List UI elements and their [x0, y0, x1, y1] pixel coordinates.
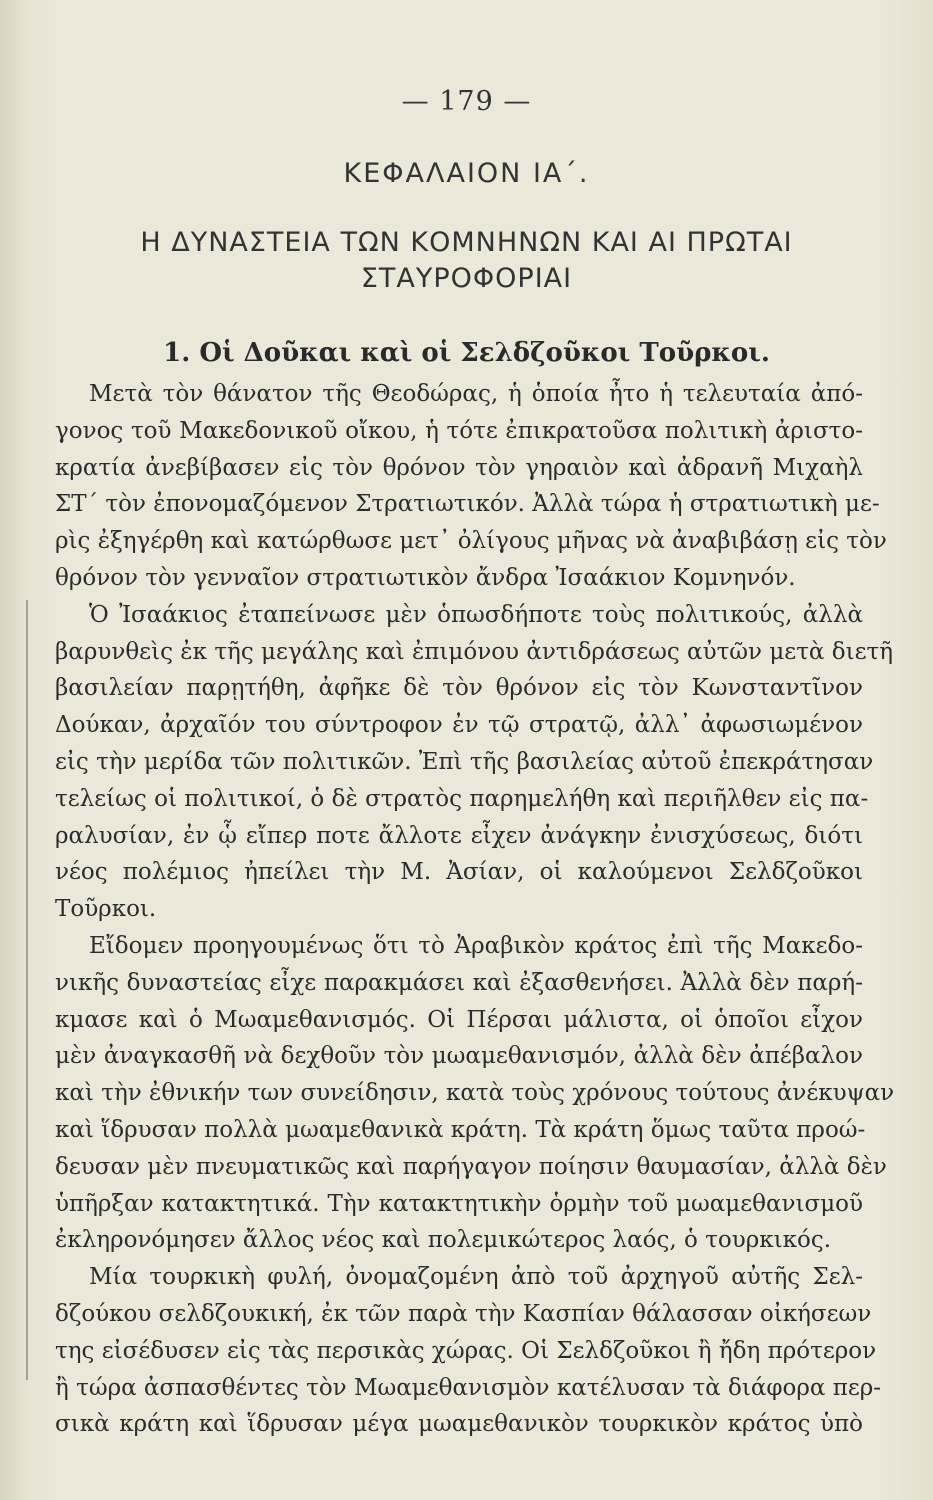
chapter-title-line: ΣΤΑΥΡΟΦΟΡΙΑΙ: [360, 263, 573, 294]
text-line: δευσαν μὲν πνευματικῶς καὶ παρήγαγον ποίησιν θαυμασίαν, ἀλλὰ δὲν: [55, 1153, 887, 1180]
text-line: ἢ τώρα ἀσπασθέντες τὸν Μωαμεθανισμὸν κατέλυσαν τὰ διάφορα περ-: [55, 1374, 882, 1401]
body-text: [55, 376, 895, 1443]
text-line: κμασε καὶ ὁ Μωαμεθανισμός. Οἱ Πέρσαι μάλιστα, οἱ ὁποῖοι εἶχον: [55, 1006, 863, 1033]
text-line: Ὁ Ἰσαάκιος ἐταπείνωσε μὲν ὁπωσδήποτε τοὺς πολιτικούς, ἀλλὰ: [89, 601, 863, 628]
section-heading: 1. Οἱ Δοῦκαι καὶ οἱ Σελδζοῦκοι Τοῦρκοι.: [163, 338, 770, 368]
text-line: νέος πολέμιος ἠπείλει τὴν Μ. Ἀσίαν, οἱ καλούμενοι Σελδζοῦκοι: [55, 859, 863, 886]
text-line: δζούκου σελδζουκική, ἐκ τῶν παρὰ τὴν Κασπίαν θάλασσαν οἰκήσεων: [55, 1300, 872, 1327]
binding-edge: [26, 600, 28, 1380]
text-line: ρὶς ἐξηγέρθη καὶ κατώρθωσε μετ᾽ ὀλίγους μῆνας νὰ ἀναβιβάσῃ εἰς τὸν: [55, 528, 887, 555]
text-line: θρόνον τὸν γενναῖον στρατιωτικὸν ἄνδρα Ἰσαάκιον Κομνηνόν.: [55, 564, 796, 591]
text-line: εἰς τὴν μερίδα τῶν πολιτικῶν. Ἐπὶ τῆς βασιλείας αὐτοῦ ἐπεκράτησαν: [55, 748, 874, 775]
text-line: της εἰσέδυσεν εἰς τὰς περσικὰς χώρας. Οἱ Σελδζοῦκοι ἢ ἤδη πρότερον: [55, 1337, 877, 1364]
page-number: — 179 —: [401, 86, 532, 117]
text-line: Εἴδομεν προηγουμένως ὅτι τὸ Ἀραβικὸν κράτος ἐπὶ τῆς Μακεδο-: [89, 932, 863, 959]
chapter-title-line: Η ΔΥΝΑΣΤΕΙΑ ΤΩΝ ΚΟΜΝΗΝΩΝ ΚΑΙ ΑΙ ΠΡΩΤΑΙ: [140, 227, 793, 258]
text-line: Μία τουρκικὴ φυλή, ὀνομαζομένη ἀπὸ τοῦ ἀρχηγοῦ αὐτῆς Σελ-: [89, 1264, 863, 1291]
text-line: καὶ τὴν ἐθνικήν των συνείδησιν, κατὰ τοὺς χρόνους τούτους ἀνέκυψαν: [55, 1080, 895, 1107]
text-line: ὑπῆρξαν κατακτητικά. Τὴν κατακτητικὴν ὁρμὴν τοῦ μωαμεθανισμοῦ: [55, 1190, 863, 1217]
text-line: ΣΤ΄ τὸν ἐπονομαζόμενον Στρατιωτικόν. Ἀλλὰ τώρα ἡ στρατιωτικὴ με-: [55, 491, 880, 518]
chapter-title: [70, 225, 863, 297]
text-line: βασιλείαν παρῃτήθη, ἀφῆκε δὲ τὸν θρόνον εἰς τὸν Κωνσταντῖνον: [55, 675, 863, 702]
text-line: καὶ ἵδρυσαν πολλὰ μωαμεθανικὰ κράτη. Τὰ κράτη ὅμως ταῦτα προώ-: [55, 1116, 866, 1143]
text-line: τελείως οἱ πολιτικοί, ὁ δὲ στρατὸς παρημελήθη καὶ περιῆλθεν εἰς πα-: [55, 785, 869, 812]
text-line: ἐκληρονόμησεν ἄλλος νέος καὶ πολεμικώτερος λαός, ὁ τουρκικός.: [55, 1227, 832, 1254]
text-line: νικῆς δυναστείας εἶχε παρακμάσει καὶ ἐξασθενήσει. Ἀλλὰ δὲν παρή-: [55, 969, 863, 996]
text-line: ραλυσίαν, ἐν ᾧ εἴπερ ποτε ἄλλοτε εἶχεν ἀνάγκην ἐνισχύσεως, διότι: [55, 822, 863, 849]
text-line: γονος τοῦ Μακεδονικοῦ οἴκου, ἡ τότε ἐπικρατοῦσα πολιτικὴ ἀριστο-: [55, 417, 863, 444]
text-line: βαρυνθεὶς ἐκ τῆς μεγάλης καὶ ἐπιμόνου ἀντιδράσεως αὐτῶν μετὰ διετῆ: [55, 638, 894, 665]
text-line: Δούκαν, ἀρχαῖόν του σύντροφον ἐν τῷ στρατῷ, ἀλλ᾽ ἀφωσιωμένον: [55, 712, 863, 739]
text-line: Μετὰ τὸν θάνατον τῆς Θεοδώρας, ἡ ὁποία ἦτο ἡ τελευταία ἀπό-: [89, 381, 863, 407]
text-line: κρατία ἀνεβίβασεν εἰς τὸν θρόνον τὸν γηραιὸν καὶ ἀδρανῆ Μιχαὴλ: [55, 454, 863, 481]
text-line: Τοῦρκοι.: [55, 896, 157, 923]
text-line: μὲν ἀναγκασθῆ νὰ δεχθοῦν τὸν μωαμεθανισμόν, ἀλλὰ δὲν ἀπέβαλον: [55, 1043, 863, 1070]
text-line: σικὰ κράτη καὶ ἵδρυσαν μέγα μωαμεθανικὸν τουρκικὸν κράτος ὑπὸ: [55, 1411, 863, 1438]
chapter-heading: ΚΕΦΑΛΑΙΟΝ ΙΑ΄.: [343, 158, 590, 189]
